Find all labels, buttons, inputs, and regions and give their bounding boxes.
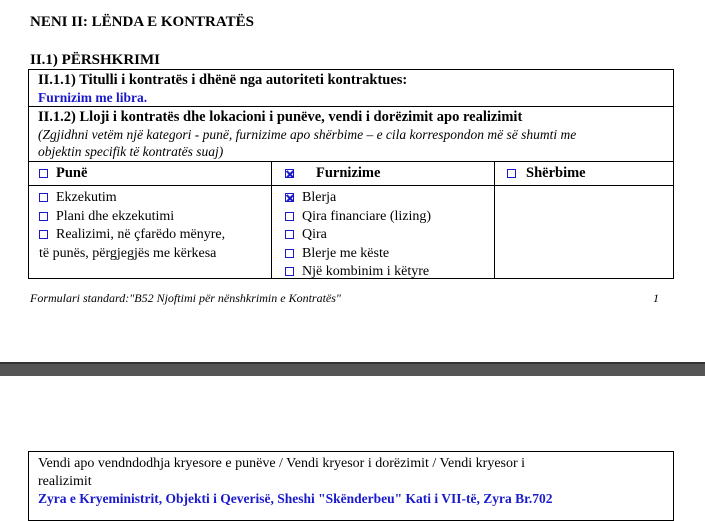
checkbox-ekzekutim-icon[interactable] [39, 193, 48, 202]
column-divider [271, 162, 272, 278]
furnizime-options-list [285, 189, 431, 282]
category-sherbime[interactable] [507, 165, 586, 182]
option-label: Plani dhe ekzekutimi [56, 208, 175, 224]
furnizime-option[interactable] [285, 189, 431, 208]
location-value: Zyra e Kryeministrit, Objekti i Qeverisë, Sheshi "Skënderbeu" Kati i VII-të, Zyra Br.702 [38, 491, 553, 506]
contract-type-note-line1: (Zgjidhni vetëm një kategori - punë, furnizime apo shërbime – e cila korrespondon më së shumti me [38, 127, 577, 142]
contract-title-row [29, 70, 673, 107]
checkbox-plani-icon[interactable] [39, 212, 48, 221]
category-pune-label: Punë [56, 165, 88, 181]
pune-option[interactable] [39, 226, 225, 245]
contract-title-value: Furnizim me libra. [38, 90, 148, 105]
category-furnizime-label: Furnizime [316, 165, 381, 181]
contract-title-heading: II.1.1) Titulli i kontratës i dhënë nga autoriteti kontraktues: [38, 72, 408, 88]
category-furnizime[interactable] [285, 165, 380, 182]
section-title: NENI II: LËNDA E KONTRATËS [30, 14, 254, 30]
option-label: Një kombinim i këtyre [302, 264, 430, 279]
options-row [29, 186, 673, 278]
location-box [28, 451, 674, 521]
form-footer-label: Formulari standard:"B52 Njoftimi për nënshkrimin e Kontratës" [30, 291, 341, 305]
checkbox-blerja-checked-icon[interactable] [285, 193, 294, 202]
page-number: 1 [653, 291, 659, 305]
page-break-divider [0, 362, 705, 376]
location-label-line1: Vendi apo vendndodhja kryesore e punëve / Vendi kryesor i dorëzimit / Vendi kryesor i [38, 456, 526, 471]
contract-type-heading: II.1.2) Lloji i kontratës dhe lokacioni i punëve, vendi i dorëzimit apo realizimit [38, 109, 523, 125]
category-header-row [29, 162, 673, 186]
category-sherbime-label: Shërbime [526, 165, 586, 181]
checkbox-realizimi-icon[interactable] [39, 230, 48, 239]
checkbox-kestet-icon[interactable] [285, 249, 294, 258]
pune-option-continuation: të punës, përgjegjës me kërkesa [39, 245, 217, 261]
contract-type-row [29, 107, 673, 162]
option-label: Qira [302, 227, 327, 242]
contract-type-note-line2: objektin specifik të kontratës suaj) [38, 144, 224, 159]
furnizime-option[interactable] [285, 245, 431, 264]
pune-option[interactable] [39, 189, 225, 208]
furnizime-option[interactable] [285, 208, 431, 227]
checkbox-lizing-icon[interactable] [285, 212, 294, 221]
option-label: Ekzekutim [56, 190, 117, 205]
checkbox-pune-icon[interactable] [39, 169, 48, 178]
option-label: Qira financiare (lizing) [302, 208, 432, 224]
checkbox-qira-icon[interactable] [285, 230, 294, 239]
checkbox-kombinim-icon[interactable] [285, 267, 294, 276]
column-divider [494, 162, 495, 278]
option-label: Realizimi, në çfarëdo mënyre, [56, 227, 226, 242]
contract-object-table [28, 69, 674, 279]
option-label: Blerje me këste [302, 245, 390, 261]
pune-option[interactable] [39, 208, 225, 227]
furnizime-option[interactable] [285, 226, 431, 245]
checkbox-sherbime-icon[interactable] [507, 169, 516, 178]
option-label: Blerja [302, 190, 337, 205]
furnizime-option[interactable] [285, 263, 431, 282]
checkbox-furnizime-checked-icon[interactable] [285, 169, 294, 178]
pune-options-list [39, 189, 225, 263]
location-label-line2: realizimit [38, 474, 92, 489]
category-pune[interactable] [39, 165, 87, 182]
subsection-title: II.1) PËRSHKRIMI [30, 52, 161, 68]
